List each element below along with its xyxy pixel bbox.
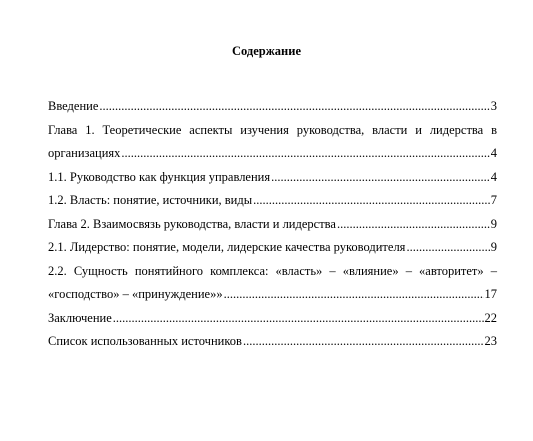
toc-line bbox=[48, 98, 497, 114]
toc-entry-chapter-2 bbox=[48, 216, 497, 232]
toc-line bbox=[48, 239, 497, 255]
toc-entry-page: 4 bbox=[490, 146, 497, 160]
toc-entry-label: организациях bbox=[48, 146, 121, 160]
toc-entry-page: 9 bbox=[490, 240, 497, 254]
toc-entry-label: Заключение bbox=[48, 310, 112, 325]
dot-leader bbox=[337, 216, 490, 232]
toc-entry-page: 23 bbox=[484, 334, 497, 348]
toc-entry-label: Список использованных источников bbox=[48, 334, 242, 348]
toc-entry-section-2-2 bbox=[48, 263, 497, 303]
toc-entry-page: 22 bbox=[484, 310, 497, 325]
toc-entry-chapter-1 bbox=[48, 122, 497, 162]
dot-leader bbox=[121, 145, 489, 161]
toc-entry-label: 1.1. Руководство как функция управления bbox=[48, 169, 271, 184]
toc-entry-label: 1.2. Власть: понятие, источники, виды bbox=[48, 193, 253, 207]
toc-line bbox=[48, 192, 497, 208]
toc-entry-label-line1: 2.2. Сущность понятийного комплекса: «власть» – «влияние» – «авторитет» – bbox=[48, 263, 497, 278]
toc-entry-page: 3 bbox=[490, 99, 497, 113]
dot-leader bbox=[113, 310, 484, 326]
toc-line bbox=[48, 169, 497, 185]
dot-leader bbox=[99, 98, 489, 114]
toc-entry-page: 17 bbox=[484, 287, 497, 301]
toc-line bbox=[48, 145, 497, 161]
toc-entry-section-1-2 bbox=[48, 192, 497, 208]
dot-leader bbox=[253, 192, 490, 208]
toc-entry-page: 9 bbox=[490, 216, 497, 231]
toc-line bbox=[48, 333, 497, 349]
toc-entry-page: 4 bbox=[490, 169, 497, 184]
toc-entry-references bbox=[48, 333, 497, 349]
dot-leader bbox=[243, 333, 484, 349]
toc-entry-label: Введение bbox=[48, 99, 99, 113]
toc-entry-label-line1: Глава 1. Теоретические аспекты изучения руководства, власти и лидерства в bbox=[48, 122, 497, 137]
toc-entry-label: Глава 2. Взаимосвязь руководства, власти и лидерства bbox=[48, 216, 336, 231]
toc-line bbox=[48, 310, 497, 326]
toc-entry-label: 2.1. Лидерство: понятие, модели, лидерские качества руководителя bbox=[48, 240, 406, 254]
toc-entry-page: 7 bbox=[490, 193, 497, 207]
dot-leader bbox=[271, 169, 490, 185]
toc-entry-label: «господство» – «принуждение»» bbox=[48, 287, 223, 301]
toc-entry-conclusion bbox=[48, 310, 497, 326]
toc-line bbox=[48, 286, 497, 302]
toc-entry-section-1-1 bbox=[48, 169, 497, 185]
toc-title: Содержание bbox=[231, 44, 301, 58]
dot-leader bbox=[224, 286, 484, 302]
dot-leader bbox=[406, 239, 489, 255]
toc-entry-introduction bbox=[48, 98, 497, 114]
toc-entry-section-2-1 bbox=[48, 239, 497, 255]
toc-line bbox=[48, 216, 497, 232]
table-of-contents bbox=[48, 98, 497, 357]
